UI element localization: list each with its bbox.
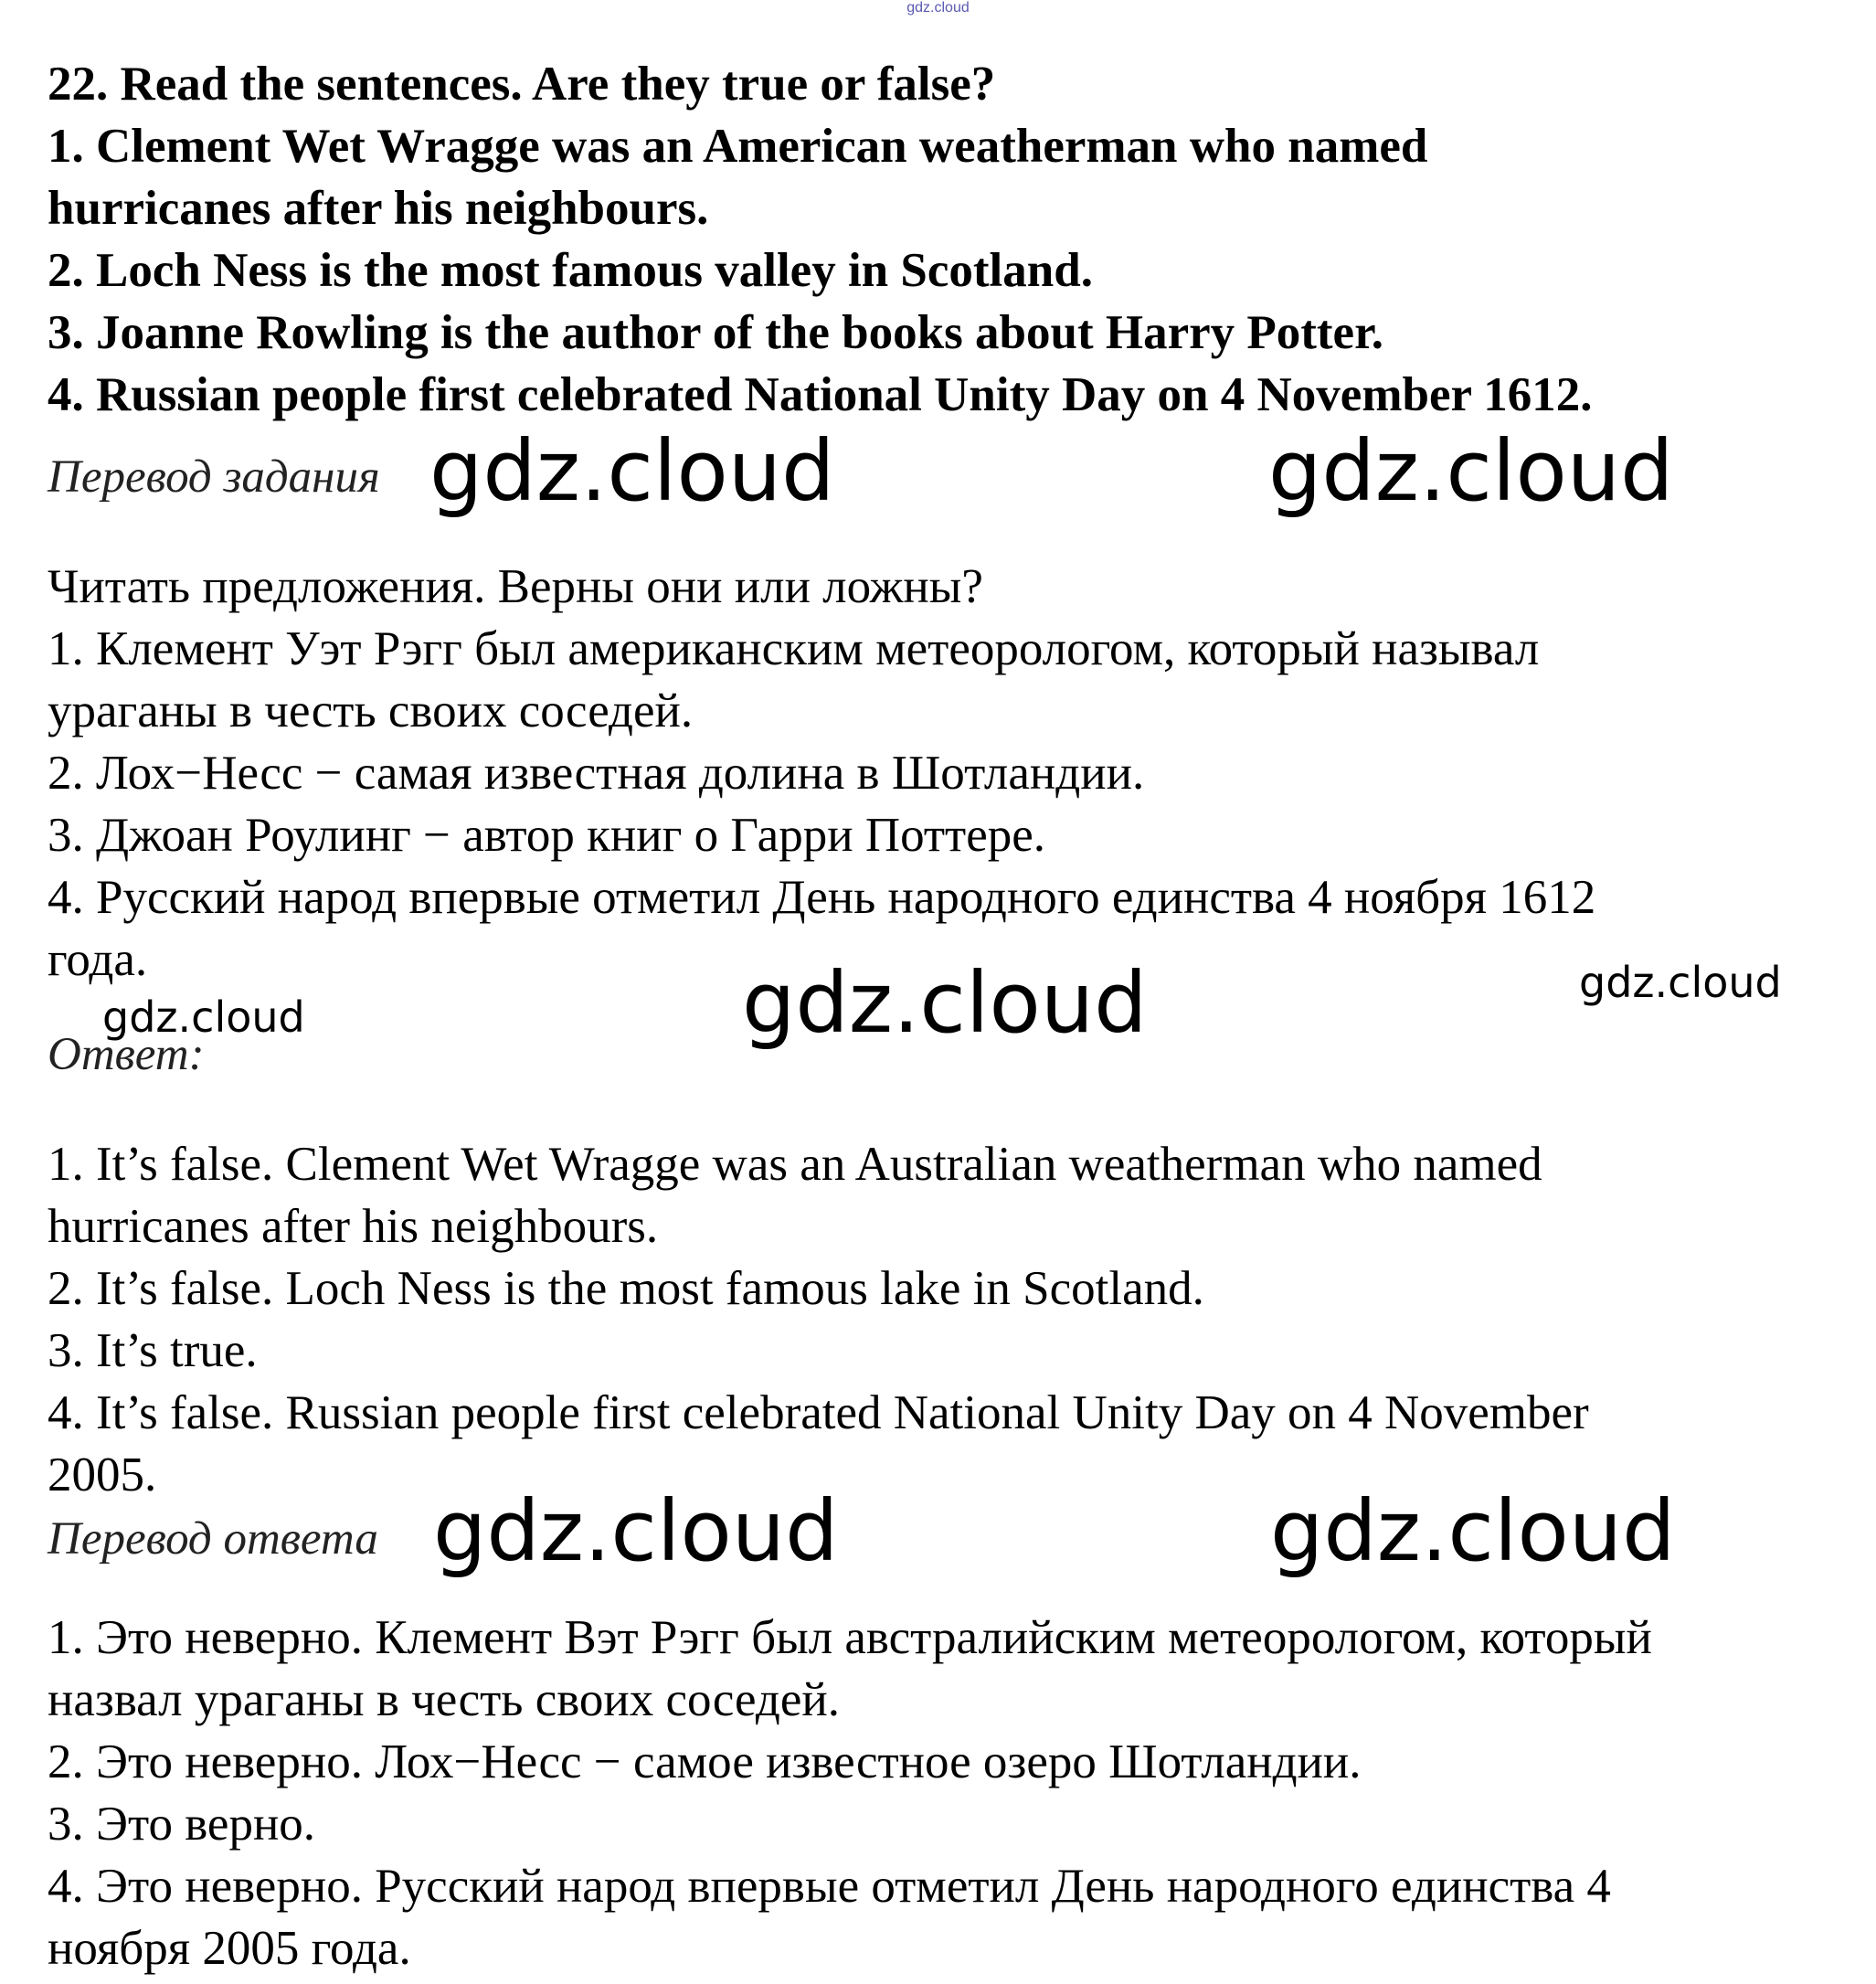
answer-line: 3. It’s true. (48, 1324, 258, 1377)
task-line: 3. Joanne Rowling is the author of the books about Harry Potter. (48, 306, 1383, 359)
task-translation-title: Перевод задания (48, 451, 380, 503)
answer-translation-line: ноября 2005 года. (48, 1922, 411, 1975)
task-line: 1. Clement Wet Wragge was an American weatherman who named (48, 120, 1428, 173)
answer-line: 2. It’s false. Loch Ness is the most famous lake in Scotland. (48, 1262, 1204, 1315)
answer-translation-line: 1. Это неверно. Клемент Вэт Рэгг был австралийским метеорологом, который (48, 1611, 1652, 1664)
task-line: hurricanes after his neighbours. (48, 182, 709, 235)
task-section (48, 53, 1857, 426)
task-translation-section (48, 556, 1857, 991)
task-heading: 22. Read the sentences. Are they true or false? (48, 58, 996, 111)
translation-line: 4. Русский народ впервые отметил День народного единства 4 ноября 1612 (48, 871, 1596, 924)
watermark: gdz.cloud (1579, 958, 1782, 1007)
translation-line: 1. Клемент Уэт Рэгг был американским метеорологом, который называл (48, 622, 1540, 675)
task-line: 2. Loch Ness is the most famous valley in Scotland. (48, 244, 1093, 297)
watermark: gdz.cloud (433, 1482, 839, 1580)
answer-translation-line: 4. Это неверно. Русский народ впервые отметил День народного единства 4 (48, 1860, 1611, 1913)
answer-translation-line: 2. Это неверно. Лох−Несс − самое известное озеро Шотландии. (48, 1735, 1362, 1788)
translation-line: года. (48, 933, 148, 986)
answer-translation-title: Перевод ответа (48, 1513, 378, 1565)
answer-line: hurricanes after his neighbours. (48, 1200, 659, 1253)
answer-translation-line: 3. Это верно. (48, 1798, 316, 1851)
watermark: gdz.cloud (429, 422, 835, 520)
answer-title: Ответ: (48, 1029, 205, 1080)
translation-line: Читать предложения. Верны они или ложны? (48, 560, 983, 613)
answer-section (48, 1133, 1857, 1506)
translation-line: ураганы в честь своих соседей. (48, 684, 694, 737)
watermark: gdz.cloud (1270, 1482, 1676, 1580)
answer-translation-section (48, 1607, 1857, 1979)
top-watermark: gdz.cloud (906, 0, 970, 16)
task-line: 4. Russian people first celebrated National Unity Day on 4 November 1612. (48, 368, 1593, 421)
answer-translation-line: назвал ураганы в честь своих соседей. (48, 1673, 840, 1726)
answer-line: 2005. (48, 1448, 157, 1501)
answer-line: 1. It’s false. Clement Wet Wragge was an Australian weatherman who named (48, 1138, 1542, 1191)
watermark: gdz.cloud (1268, 422, 1674, 520)
translation-line: 2. Лох−Несс − самая известная долина в Шотландии. (48, 747, 1145, 800)
translation-line: 3. Джоан Роулинг − автор книг о Гарри Поттере. (48, 809, 1046, 862)
answer-line: 4. It’s false. Russian people first celebrated National Unity Day on 4 November (48, 1386, 1589, 1439)
watermark: gdz.cloud (742, 954, 1148, 1052)
watermark: gdz.cloud (102, 992, 305, 1042)
